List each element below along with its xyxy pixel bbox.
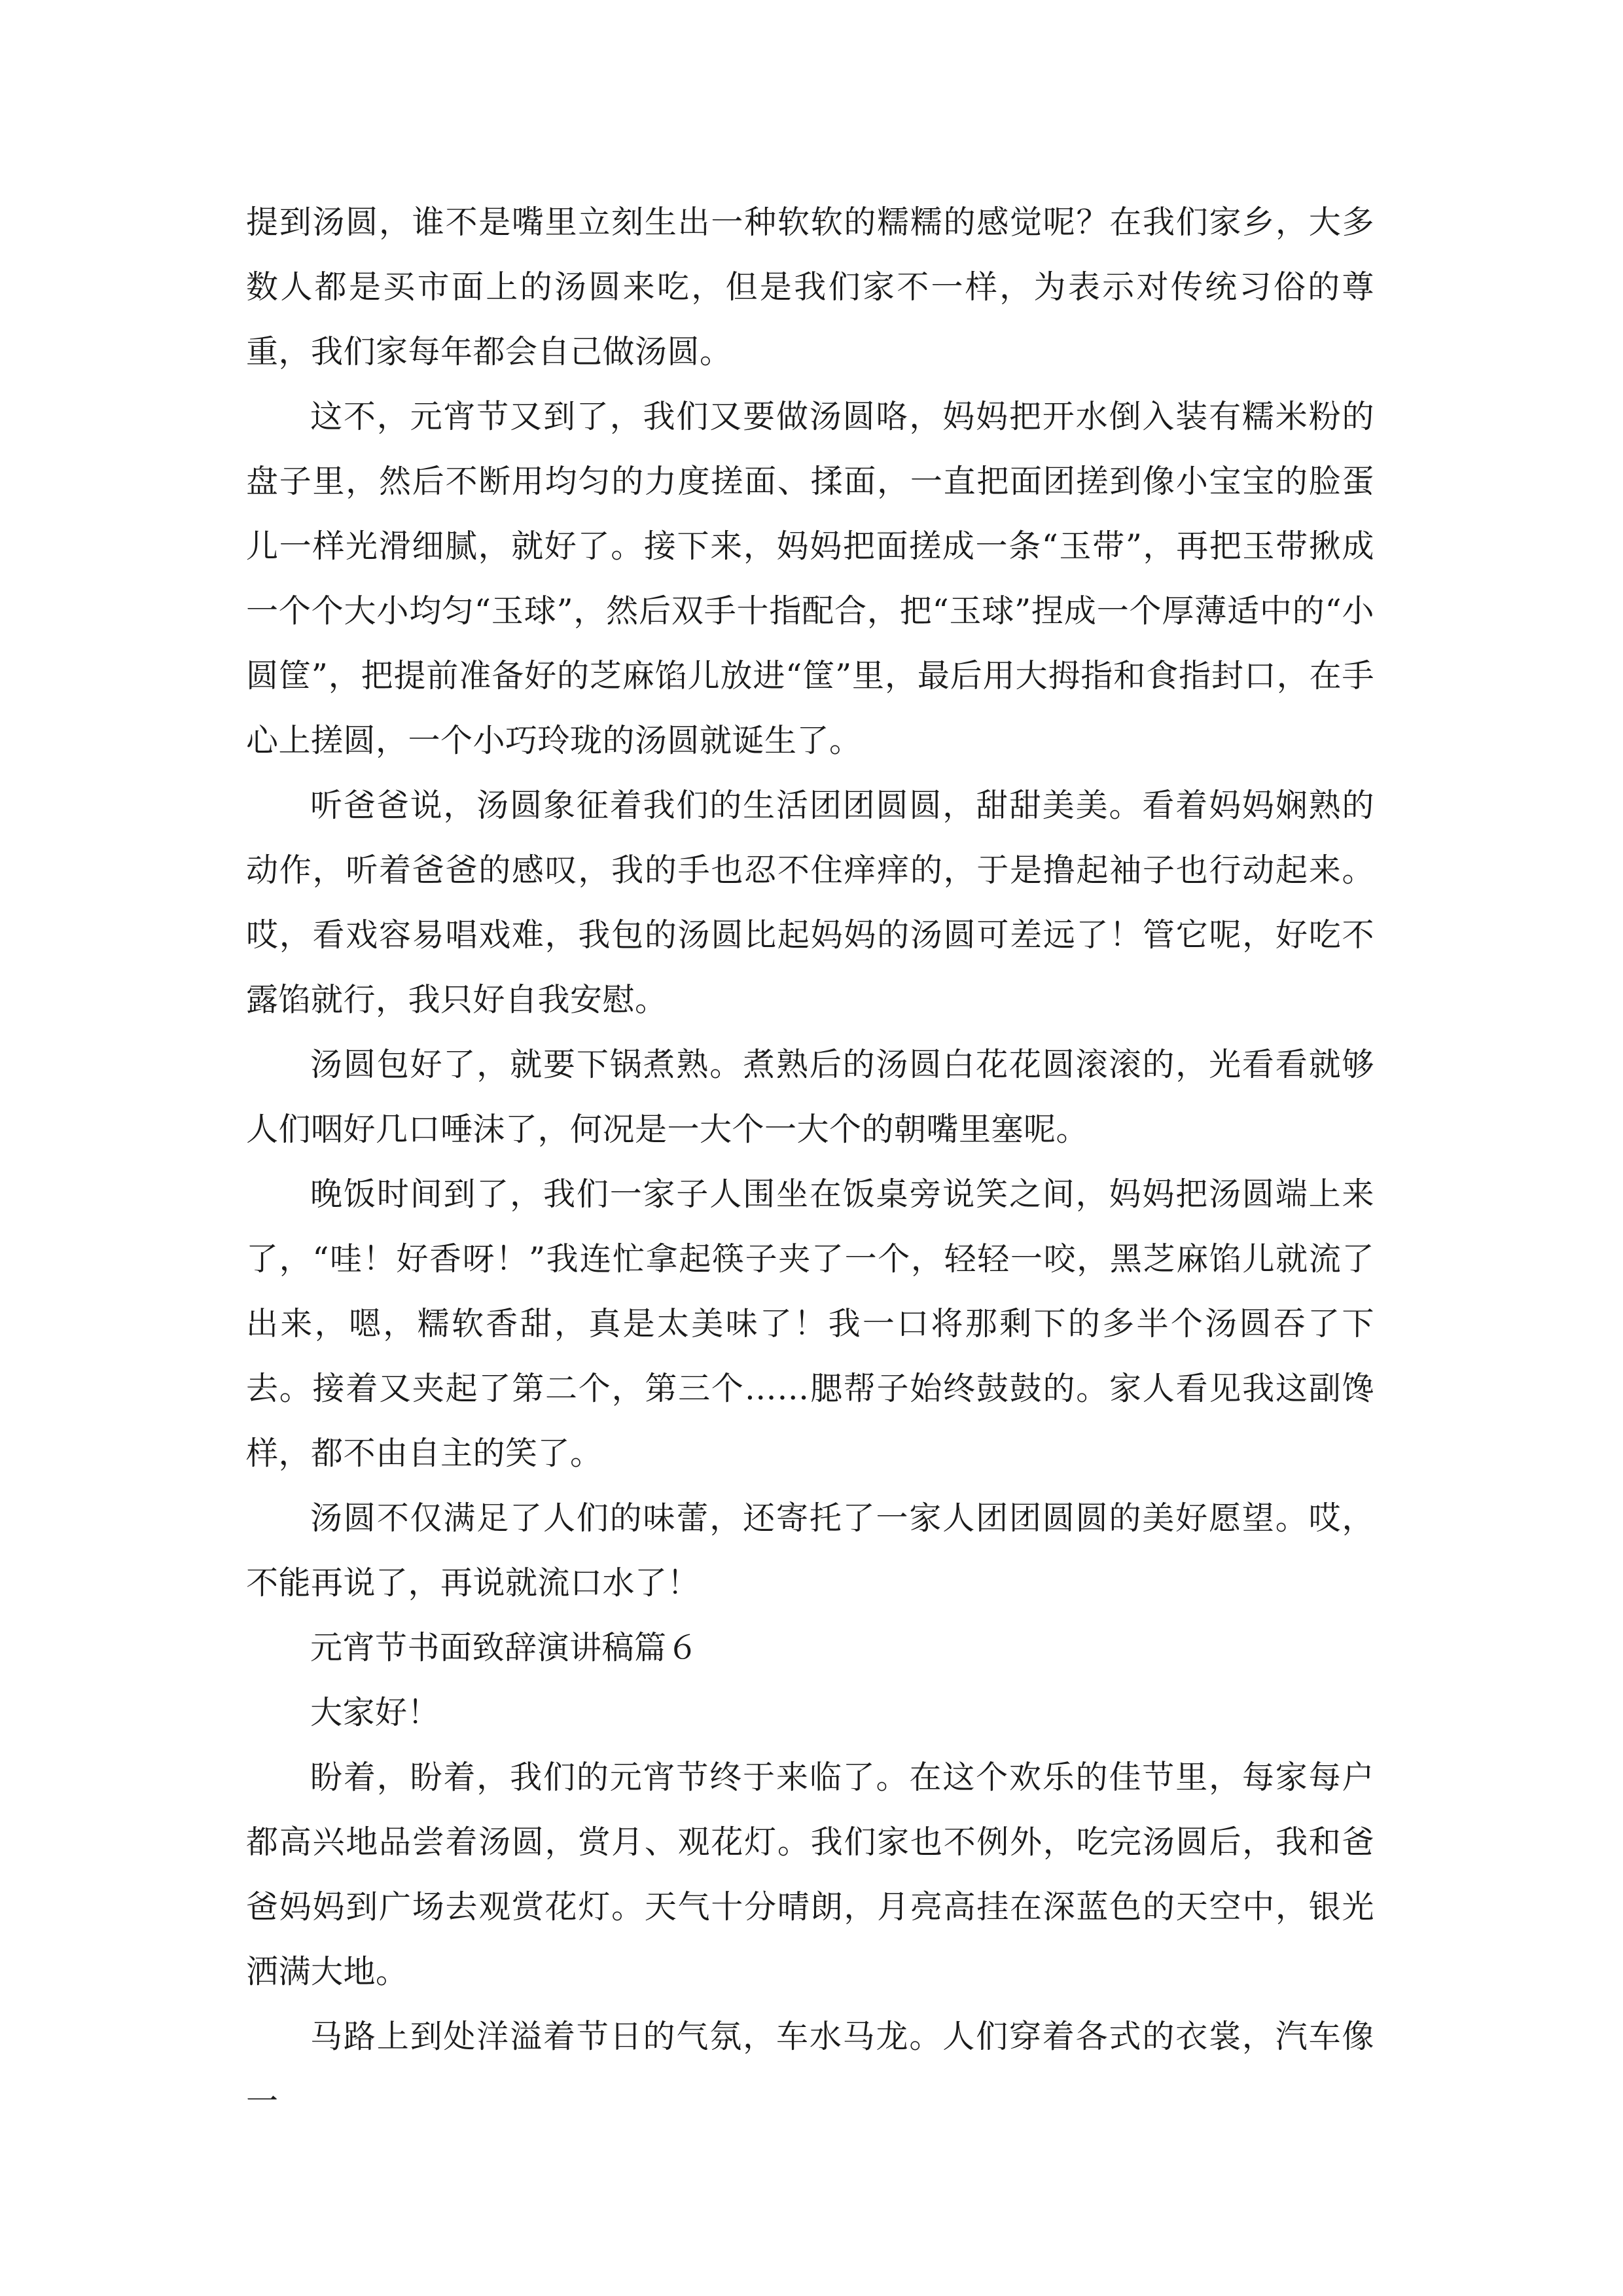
section-heading: 元宵节书面致辞演讲稿篇６ (310, 1629, 700, 1666)
paragraph-6: 汤圆不仅满足了人们的味蕾，还寄托了一家人团团圆圆的美好愿望。哎，不能再说了，再说就流口水了！ (246, 1499, 1374, 1602)
paragraph-4: 汤圆包好了，就要下锅煮熟。煮熟后的汤圆白花花圆滚滚的，光看看就够人们咽好几口唾沫了，何况是一大个一大个的朝嘴里塞呢。 (246, 1046, 1374, 1148)
paragraph-8: 马路上到处洋溢着节日的气氛，车水马龙。人们穿着各式的衣裳，汽车像一 (246, 2018, 1374, 2120)
paragraph-7: 盼着，盼着，我们的元宵节终于来临了。在这个欢乐的佳节里，每家每户都高兴地品尝着汤圆，赏月、观花灯。我们家也不例外，吃完汤圆后，我和爸爸妈妈到广场去观赏花灯。天气十分晴朗，月亮高挂在深蓝色的天空中，银光洒满大地。 (246, 1759, 1374, 1990)
greeting: 大家好！ (310, 1694, 440, 1731)
paragraph-2: 这不，元宵节又到了，我们又要做汤圆咯，妈妈把开水倒入装有糯米粉的盘子里，然后不断用均匀的力度搓面、揉面，一直把面团搓到像小宝宝的脸蛋儿一样光滑细腻，就好了。接下来，妈妈把面搓成一条“玉带”，再把玉带揪成一个个大小均匀“玉球”，然后双手十指配合，把“玉球”捏成一个厚薄适中的“小圆筐”，把提前准备好的芝麻馅儿放进“筐”里，最后用大拇指和食指封口，在手心上搓圆，一个小巧玲珑的汤圆就诞生了。 (246, 398, 1374, 759)
paragraph-5: 晚饭时间到了，我们一家子人围坐在饭桌旁说笑之间，妈妈把汤圆端上来了，“哇！好香呀！”我连忙拿起筷子夹了一个，轻轻一咬，黑芝麻馅儿就流了出来，嗯，糯软香甜，真是太美味了！我一口将那剩下的多半个汤圆吞了下去。接着又夹起了第二个，第三个……腮帮子始终鼓鼓的。家人看见我这副馋样，都不由自主的笑了。 (246, 1175, 1374, 1472)
document-body (246, 190, 1374, 2134)
paragraph-1: 提到汤圆，谁不是嘴里立刻生出一种软软的糯糯的感觉呢？在我们家乡，大多数人都是买市面上的汤圆来吃，但是我们家不一样，为表示对传统习俗的尊重，我们家每年都会自己做汤圆。 (246, 204, 1374, 370)
paragraph-3: 听爸爸说，汤圆象征着我们的生活团团圆圆，甜甜美美。看着妈妈娴熟的动作，听着爸爸的感叹，我的手也忍不住痒痒的，于是撸起袖子也行动起来。哎，看戏容易唱戏难，我包的汤圆比起妈妈的汤圆可差远了！管它呢，好吃不露馅就行，我只好自我安慰。 (246, 787, 1374, 1018)
